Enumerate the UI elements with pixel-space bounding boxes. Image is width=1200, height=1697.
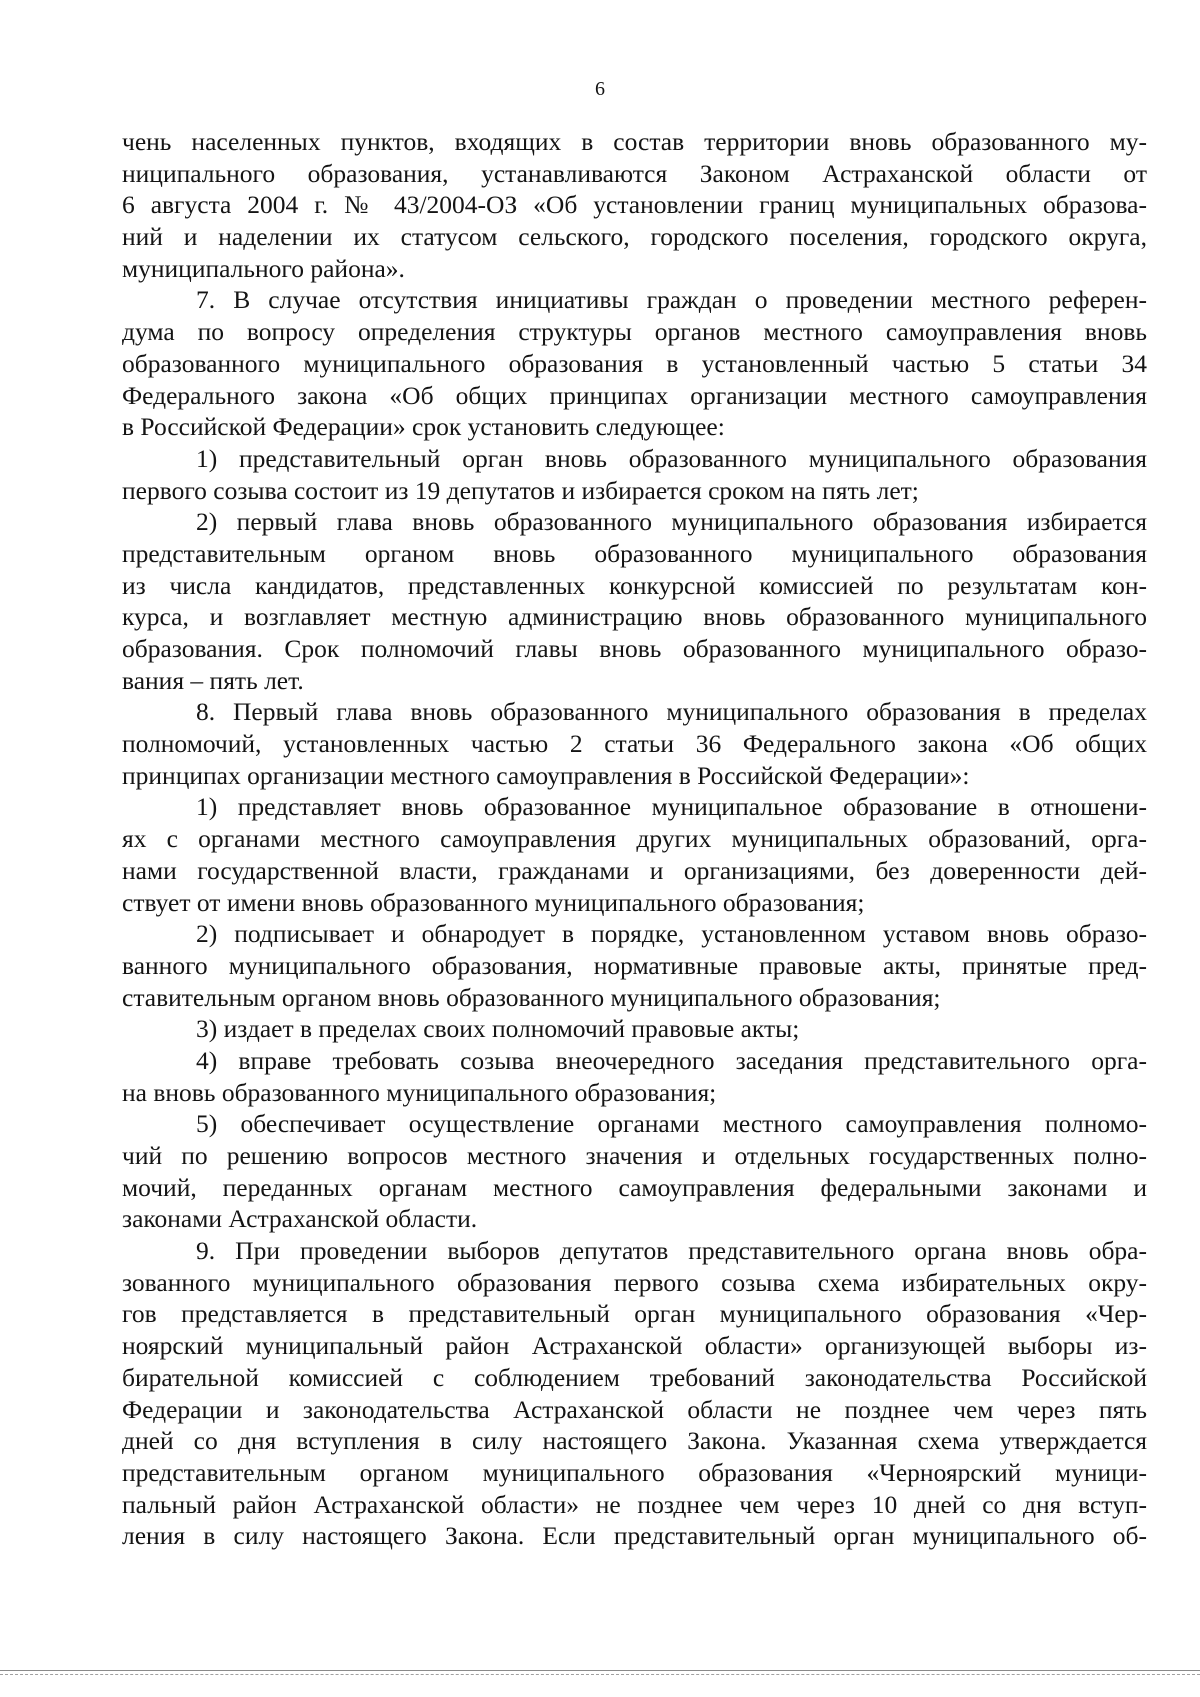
text-line: из числа кандидатов, представленных конкурсной комиссией по результатам кон-: [122, 570, 1147, 600]
text-line: ления в силу настоящего Закона. Если представительный орган муниципального об-: [122, 1521, 1147, 1551]
text-line: 5) обеспечивает осуществление органами местного самоуправления полномо-: [196, 1109, 1147, 1139]
text-line: представительным органом муниципального образования «Черноярский муници-: [122, 1457, 1147, 1487]
text-line: муниципального района».: [122, 253, 405, 283]
text-line: вания – пять лет.: [122, 665, 304, 695]
text-line: дума по вопросу определения структуры органов местного самоуправления вновь: [122, 317, 1147, 347]
text-line: законами Астраханской области.: [122, 1204, 478, 1234]
text-line: мочий, переданных органам местного самоуправления федеральными законами и: [122, 1172, 1147, 1202]
text-line: Федерального закона «Об общих принципах организации местного самоуправления: [122, 380, 1147, 410]
text-line: зованного муниципального образования первого созыва схема избирательных окру-: [122, 1267, 1147, 1297]
text-line: 1) представляет вновь образованное муниципальное образование в отношени-: [196, 792, 1147, 822]
text-line: 7. В случае отсутствия инициативы граждан о проведении местного референ-: [196, 285, 1147, 315]
text-line: чий по решению вопросов местного значения и отдельных государственных полно-: [122, 1141, 1147, 1170]
text-line: принципах организации местного самоуправления в Российской Федерации»:: [122, 760, 970, 790]
text-line: 2) первый глава вновь образованного муниципального образования избирается: [196, 507, 1147, 537]
text-line: представительным органом вновь образованного муниципального образования: [122, 538, 1147, 568]
text-line: образованного муниципального образования в установленный частью 5 статьи 34: [122, 348, 1147, 378]
text-line: гов представляется в представительный орган муниципального образования «Чер-: [122, 1299, 1147, 1329]
text-line: ях с органами местного самоуправления других муниципальных образований, орга-: [122, 824, 1147, 854]
text-line: ствует от имени вновь образованного муниципального образования;: [122, 887, 865, 917]
text-line: бирательной комиссией с соблюдением требований законодательства Российской: [122, 1362, 1147, 1392]
text-line: курса, и возглавляет местную администрацию вновь образованного муниципального: [122, 602, 1147, 632]
text-line: 2) подписывает и обнародует в порядке, установленном уставом вновь образо-: [196, 919, 1147, 949]
text-line: ноярский муниципальный район Астраханской области» организующей выборы из-: [122, 1331, 1147, 1361]
text-line: чень населенных пунктов, входящих в состав территории вновь образованного му-: [122, 127, 1147, 156]
page-number: 6: [595, 78, 605, 100]
scan-bottom-edge: [0, 1670, 1200, 1671]
text-line: Федерации и законодательства Астраханской области не позднее чем через пять: [122, 1394, 1147, 1424]
body-text: [122, 126, 1147, 1552]
text-line: 4) вправе требовать созыва внеочередного заседания представительного орга-: [196, 1045, 1147, 1075]
text-line: 3) издает в пределах своих полномочий правовые акты;: [196, 1014, 800, 1044]
text-line: 8. Первый глава вновь образованного муниципального образования в пределах: [196, 697, 1147, 727]
text-line: полномочий, установленных частью 2 статьи 36 Федерального закона «Об общих: [122, 729, 1147, 759]
text-line: ванного муниципального образования, нормативные правовые акты, принятые пред-: [122, 950, 1147, 980]
scan-bottom-edge-shadow: [0, 1674, 1200, 1675]
text-line: в Российской Федерации» срок установить следующее:: [122, 412, 725, 442]
text-line: 9. При проведении выборов депутатов представительного органа вновь обра-: [196, 1236, 1147, 1266]
text-line: образования. Срок полномочий главы вновь образованного муниципального образо-: [122, 634, 1147, 663]
text-line: 6 августа 2004 г. № 43/2004-ОЗ «Об установлении границ муниципальных образова-: [122, 190, 1147, 220]
text-line: ний и наделении их статусом сельского, городского поселения, городского округа,: [122, 222, 1147, 252]
text-line: 1) представительный орган вновь образованного муниципального образования: [196, 443, 1147, 473]
text-line: нами государственной власти, гражданами и организациями, без доверенности дей-: [122, 855, 1147, 885]
text-line: пальный район Астраханской области» не позднее чем через 10 дней со дня вступ-: [122, 1489, 1147, 1519]
text-line: ставительным органом вновь образованного муниципального образования;: [122, 982, 941, 1012]
text-line: на вновь образованного муниципального образования;: [122, 1077, 717, 1107]
text-line: первого созыва состоит из 19 депутатов и избирается сроком на пять лет;: [122, 475, 919, 505]
text-line: дней со дня вступления в силу настоящего Закона. Указанная схема утверждается: [122, 1426, 1147, 1456]
text-line: ниципального образования, устанавливаются Законом Астраханской области от: [122, 158, 1147, 188]
